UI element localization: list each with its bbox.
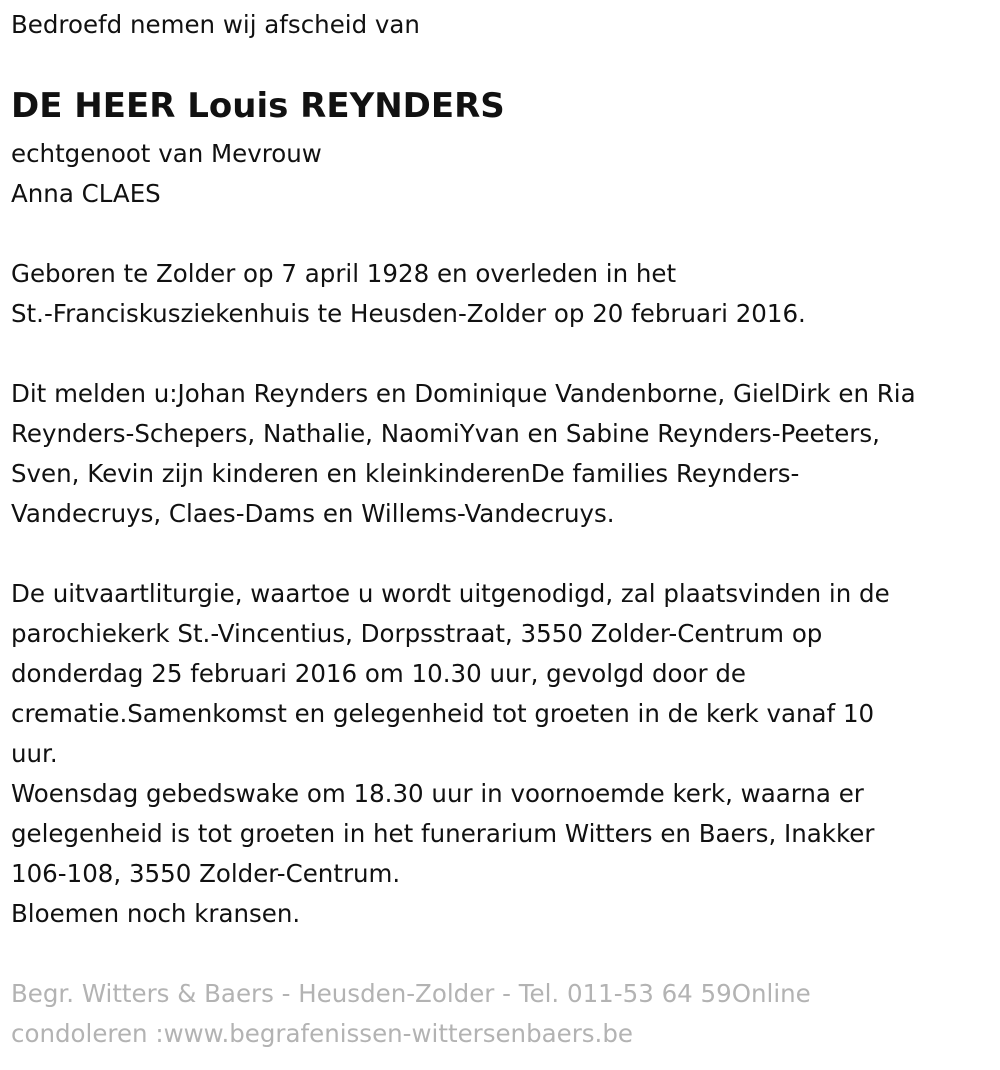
birth-death-section	[11, 254, 806, 334]
family-line: Sven, Kevin zijn kinderen en kleinkinderenDe families Reynders-	[11, 459, 800, 488]
vigil-line: Woensdag gebedswake om 18.30 uur in voornoemde kerk, waarna er	[11, 779, 864, 808]
funeral-section	[11, 574, 890, 934]
condolence-link[interactable]: condoleren :www.begrafenissen-wittersenbaers.be	[11, 1019, 633, 1048]
birth-line: Geboren te Zolder op 7 april 1928 en overleden in het	[11, 259, 677, 288]
undertaker-contact: Begr. Witters & Baers - Heusden-Zolder - Tel. 011-53 64 59Online	[11, 979, 811, 1008]
family-line: Dit melden u:Johan Reynders en Dominique Vandenborne, GielDirk en Ria	[11, 379, 916, 408]
vigil-line: gelegenheid is tot groeten in het funerarium Witters en Baers, Inakker	[11, 819, 875, 848]
funeral-line: crematie.Samenkomst en gelegenheid tot groeten in de kerk vanaf 10	[11, 699, 875, 728]
funeral-line: uur.	[11, 739, 58, 768]
flowers-note: Bloemen noch kransen.	[11, 899, 301, 928]
funeral-line: donderdag 25 februari 2016 om 10.30 uur, gevolgd door de	[11, 659, 746, 688]
family-section	[11, 374, 916, 534]
funeral-line: parochiekerk St.-Vincentius, Dorpsstraat, 3550 Zolder-Centrum op	[11, 619, 823, 648]
family-line: Vandecruys, Claes-Dams en Willems-Vandecruys.	[11, 499, 615, 528]
spouse-name: Anna CLAES	[11, 179, 161, 208]
intro-text: Bedroefd nemen wij afscheid van	[11, 10, 420, 39]
deceased-name: DE HEER Louis REYNDERS	[11, 86, 505, 126]
undertaker-footer	[11, 974, 811, 1054]
family-line: Reynders-Schepers, Nathalie, NaomiYvan en Sabine Reynders-Peeters,	[11, 419, 880, 448]
spouse-section	[11, 134, 322, 214]
death-line: St.-Franciskusziekenhuis te Heusden-Zolder op 20 februari 2016.	[11, 299, 806, 328]
funeral-line: De uitvaartliturgie, waartoe u wordt uitgenodigd, zal plaatsvinden in de	[11, 579, 890, 608]
vigil-line: 106-108, 3550 Zolder-Centrum.	[11, 859, 401, 888]
spouse-line: echtgenoot van Mevrouw	[11, 139, 322, 168]
